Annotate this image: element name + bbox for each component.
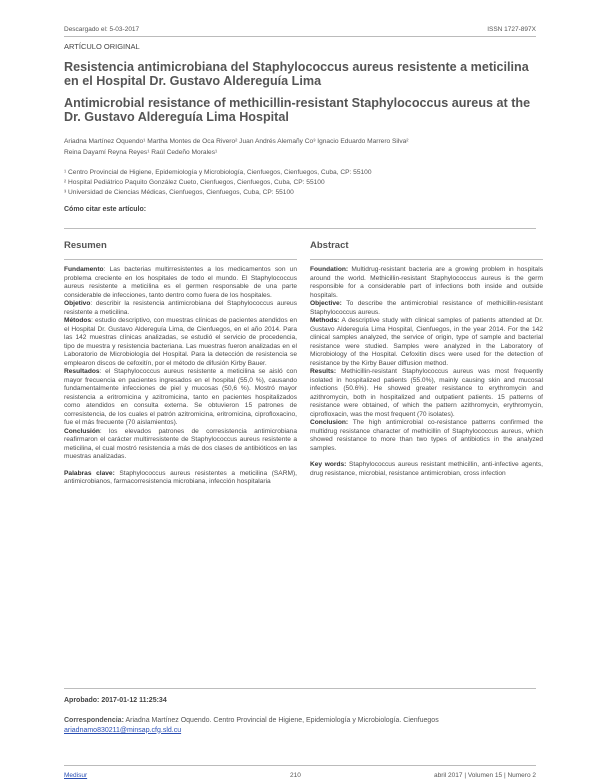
abstract-objective: Objective: To describe the antimicrobial resistance of methicillin-resistant Staphylococcus aureus. <box>310 300 543 316</box>
footer-divider <box>64 765 536 766</box>
page-number: 210 <box>290 772 301 779</box>
correspondence <box>64 716 536 735</box>
abstract-foundation: Foundation: Multidrug-resistant bacteria are a growing problem in hospitals around the world. Methicillin-resistant Staphylococcus aureus is the germ responsible for a considerable part of infections both inside and outside hospitals. <box>310 266 543 299</box>
section-label: ARTÍCULO ORIGINAL <box>64 42 140 51</box>
resumen-metodos: Métodos: estudio descriptivo, con muestras clínicas de pacientes atendidos en el Hospital Dr. Gustavo Aldereguía Lima, de Cienfuegos, en el año 2014. Para las 142 muestras clínicas analizadas, se estudió el servicio de procedencia, tipo de muestra y resistencia bacteriana. Las muestras fueron analizadas en el Laboratorio de Microbiología del Hospital. Para la detección de resistencia se emplearon discos de cefoxitín, por el método de difusión Kirby Bauer. <box>64 317 297 367</box>
cite-divider <box>64 228 536 229</box>
resumen-column <box>64 240 297 487</box>
authors <box>64 136 536 158</box>
abstract-heading: Abstract <box>310 240 349 251</box>
affiliation-2: ² Hospital Pediátrico Paquito González Cueto, Cienfuegos, Cienfuegos, Cuba, CP: 55100 <box>64 179 325 186</box>
title-english: Antimicrobial resistance of methicillin-resistant Staphylococcus aureus at the Dr. Gustavo Aldereguía Lima Hospital <box>64 96 531 125</box>
abstract-divider <box>310 259 543 260</box>
title-spanish: Resistencia antimicrobiana del Staphylococcus aureus resistente a meticilina en el Hospital Dr. Gustavo Aldereguía Lima <box>64 60 529 89</box>
resumen-keywords: Palabras clave: Staphylococcus aureus resistentes a meticilina (SARM), antimicrobianos, farmacorresistencia microbiana, infección hospitalaria <box>64 469 297 485</box>
approved-divider <box>64 688 536 689</box>
resumen-resultados: Resultados: el Staphylococcus aureus resistente a meticilina se aisló con mayor frecuencia en pacientes ingresados en el hospital (55,0 %), causando fundamentalmente infecciones de piel y mucosas (50,6 %). Mostró mayor resistencia a eritromicina y azitromicina, tanto en pacientes hospitalizados como atendidos en consulta externa. Se obtuvieron 15 patrones de corresistencia, de los cuales el patrón azitromicina, eritromicina, ciprofloxacino, fue el más frecuente (70 aislamientos). <box>64 368 297 426</box>
abstract-conclusion: Conclusion: The high antimicrobial co-resistance patterns confirmed the multidrug resistance character of methicillin of Staphylococcus aureus, which showed resistance to more than two types of antibiotics in the analyzed samples. <box>310 419 543 452</box>
cite-label: Cómo citar este artículo: <box>64 206 147 213</box>
affiliation-1: ¹ Centro Provincial de Higiene, Epidemiología y Microbiología, Cienfuegos, Cienfuegos, Cuba, CP: 55100 <box>64 169 372 176</box>
issue-info: abril 2017 | Volumen 15 | Numero 2 <box>433 772 536 779</box>
download-date: Descargado el: 5-03-2017 <box>64 26 140 33</box>
affiliation-3: ³ Universidad de Ciencias Médicas, Cienfuegos, Cienfuegos, Cuba, CP: 55100 <box>64 189 294 196</box>
issn: ISSN 1727-897X <box>487 26 536 33</box>
resumen-heading: Resumen <box>64 240 107 251</box>
resumen-fundamento: Fundamento: Las bacterias multirresistentes a los medicamentos son un problema creciente en los hospitales de todo el mundo. El Staphylococcus aureus resistente a meticilina es el germen responsable de una parte considerable de infecciones, tanto dentro como fuera de los hospitales. <box>64 266 297 299</box>
correspondence-text: Ariadna Martínez Oquendo. Centro Provincial de Higiene, Epidemiología y Microbiología. Cienfuegos <box>123 717 439 724</box>
authors-line-2: Reina Dayamí Reyna Reyes¹ Raúl Cedeño Morales¹ <box>64 149 218 156</box>
abstract-column <box>310 240 543 478</box>
approved-date: Aprobado: 2017-01-12 11:25:34 <box>64 697 167 704</box>
correspondence-email-link[interactable]: ariadnamo830211@minsap.cfg.sld.cu <box>64 726 182 734</box>
abstract-methods: Methods: A descriptive study with clinical samples of patients attended at Dr. Gustavo Aldereguía Lima Hospital, Cienfuegos, in the year 2014. For the 142 clinical samples analyzed, the service of origin, type of sample and bacterial resistance were studied. Samples were analyzed in the Laboratory of Microbiology of the Hospital. Cefoxitin discs were used for the detection of resistance by the Kirby Bauer diffusion method. <box>310 317 543 367</box>
authors-line-1: Ariadna Martínez Oquendo¹ Martha Montes de Oca Rivero² Juan Andrés Alemañy Co³ Ignacio Eduardo Marrero Silva² <box>64 138 409 145</box>
journal-link[interactable]: Medisur <box>64 772 88 779</box>
header-divider <box>64 36 536 37</box>
resumen-objetivo: Objetivo: describir la resistencia antimicrobiana del Staphylococcus aureus resistente a meticilina. <box>64 300 297 316</box>
resumen-conclusion: Conclusión: los elevados patrones de corresistencia antimicrobiana reafirmaron el carácter multirresistente de Staphylococcus aureus resistente a meticilina, el cual mostró resistencia a más de dos clases de antibióticos en las muestras analizadas. <box>64 427 297 460</box>
resumen-divider <box>64 259 297 260</box>
abstract-keywords: Key words: Staphylococcus aureus resistant methicillin, anti-infective agents, drug resistance, microbial, resistance antimicrobian, cross infection <box>310 461 543 477</box>
abstract-results: Results: Methicillin-resistant Staphylococcus aureus was most frequently isolated in hospitalized patients (55.0%), mainly causing skin and mucosal infections (50.6%). He showed greater resistance to erythromycin and azithromycin, both in hospitalized and outpatient patients. 15 patterns of resistance were obtained, of which the pattern azithromycin, erythromycin, ciprofloxacin, was the most frequent (70 isolates). <box>310 368 543 418</box>
affiliations <box>64 168 372 198</box>
correspondence-label: Correspondencia: <box>64 717 124 724</box>
